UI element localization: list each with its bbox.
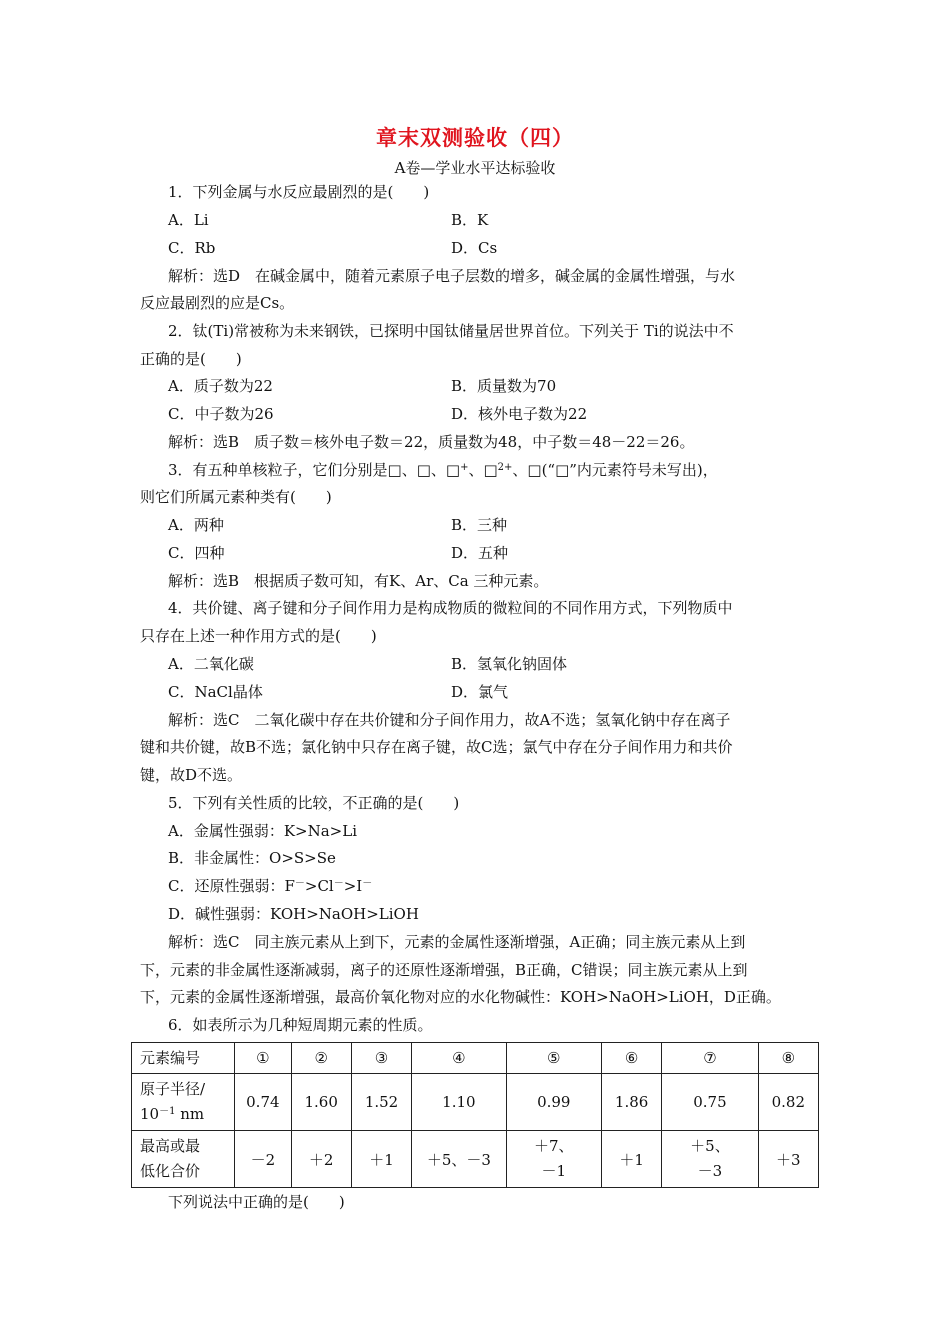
element-cell: ④ — [412, 1043, 506, 1074]
valence-line-2: －3 — [697, 1162, 723, 1180]
element-cell: ⑤ — [506, 1043, 601, 1074]
minus-superscript: － — [333, 878, 344, 889]
q4-option-a: A．二氧化碳 — [168, 655, 254, 673]
question-2-stem-line-2: 正确的是( ) — [140, 350, 242, 368]
valence-cell: ＋2 — [291, 1131, 351, 1188]
q2-option-d: D．核外电子数为22 — [451, 405, 588, 423]
element-cell: ③ — [351, 1043, 411, 1074]
q1-option-a: A．Li — [168, 211, 209, 229]
q5-option-d: D．碱性强弱：KOH>NaOH>LiOH — [168, 905, 419, 923]
question-3-stem-line-1 — [168, 460, 718, 480]
q3-plus-superscript: + — [460, 462, 469, 473]
table-row — [132, 1043, 819, 1074]
q5-analysis-line-1: 解析：选C 同主族元素从上到下，元素的金属性逐渐增强，A正确；同主族元素从上到 — [168, 933, 746, 951]
q3-2plus-superscript: 2+ — [497, 462, 513, 473]
q3-option-c: C．四种 — [168, 544, 225, 562]
question-6-follow-up: 下列说法中正确的是( ) — [168, 1193, 345, 1211]
element-cell: ① — [235, 1043, 291, 1074]
q3-option-b: B．三种 — [451, 516, 508, 534]
q1-option-b: B．K — [451, 211, 489, 229]
radius-unit-nm: nm — [175, 1105, 205, 1123]
q5-option-c-part-3: >I — [343, 877, 363, 895]
radius-cell: 1.10 — [412, 1074, 506, 1131]
q5-option-c-part-1: C．还原性强弱：F — [168, 877, 295, 895]
q2-option-a: A．质子数为22 — [168, 377, 273, 395]
q3-stem-part-c: 、□(“□”内元素符号未写出)， — [512, 461, 718, 479]
q1-analysis-line-2: 反应最剧烈的应是Cs。 — [140, 294, 295, 312]
radius-cell: 0.74 — [235, 1074, 291, 1131]
radius-cell: 0.99 — [506, 1074, 601, 1131]
valence-line-1: ＋7、 — [533, 1137, 574, 1155]
valence-cell: ＋5、－3 — [412, 1131, 506, 1188]
q5-option-a: A．金属性强弱：K>Na>Li — [168, 822, 358, 840]
q5-analysis-line-3: 下，元素的金属性逐渐增强，最高价氧化物对应的水化物碱性：KOH>NaOH>LiOH，D正确。 — [140, 988, 781, 1006]
valence-line-2: －1 — [541, 1162, 567, 1180]
q1-analysis-line-1: 解析：选D 在碱金属中，随着元素原子电子层数的增多，碱金属的金属性增强，与水 — [168, 267, 736, 285]
radius-label-line-1: 原子半径/ — [140, 1080, 206, 1098]
radius-cell: 0.82 — [758, 1074, 818, 1131]
header-valence — [132, 1131, 235, 1188]
q3-analysis: 解析：选B 根据质子数可知，有K、Ar、Ca 三种元素。 — [168, 572, 549, 590]
radius-cell: 0.75 — [662, 1074, 758, 1131]
valence-cell: ＋1 — [351, 1131, 411, 1188]
valence-label-line-1: 最高或最 — [140, 1137, 201, 1155]
element-cell: ⑥ — [601, 1043, 661, 1074]
q4-analysis-line-3: 键，故D不选。 — [140, 766, 243, 784]
minus-superscript: － — [362, 878, 373, 889]
minus-superscript: － — [294, 878, 305, 889]
question-2-stem-line-1: 2．钛(Ti)常被称为未来钢铁，已探明中国钛储量居世界首位。下列关于 Ti的说法中不 — [168, 322, 734, 340]
valence-cell — [506, 1131, 601, 1188]
q4-option-d: D．氯气 — [451, 683, 509, 701]
question-3-stem-line-2: 则它们所属元素种类有( ) — [140, 488, 332, 506]
q1-option-d: D．Cs — [451, 239, 498, 257]
radius-cell: 1.60 — [291, 1074, 351, 1131]
q4-analysis-line-2: 键和共价键，故B不选；氯化钠中只存在离子键，故C选；氯气中存在分子间作用力和共价 — [140, 738, 733, 756]
valence-cell: －2 — [235, 1131, 291, 1188]
q3-option-d: D．五种 — [451, 544, 509, 562]
question-6-stem: 6．如表所示为几种短周期元素的性质。 — [168, 1016, 433, 1034]
radius-cell: 1.52 — [351, 1074, 411, 1131]
q5-option-c — [168, 876, 372, 896]
q3-stem-part-b: 、□ — [468, 461, 498, 479]
header-atomic-radius — [132, 1074, 235, 1131]
header-element-number: 元素编号 — [132, 1043, 235, 1074]
valence-cell — [662, 1131, 758, 1188]
element-cell: ⑦ — [662, 1043, 758, 1074]
q3-option-a: A．两种 — [168, 516, 224, 534]
valence-cell: ＋1 — [601, 1131, 661, 1188]
element-properties-table — [131, 1042, 819, 1188]
table-row — [132, 1131, 819, 1188]
q4-option-c: C．NaCl晶体 — [168, 683, 263, 701]
page-title: 章末双测验收（四） — [376, 125, 574, 150]
q5-analysis-line-2: 下，元素的非金属性逐渐减弱，离子的还原性逐渐增强，B正确，C错误；同主族元素从上到 — [140, 961, 748, 979]
q3-stem-part-a: 3．有五种单核粒子，它们分别是□、□、□ — [168, 461, 461, 479]
q1-option-c: C．Rb — [168, 239, 216, 257]
element-cell: ② — [291, 1043, 351, 1074]
q2-option-b: B．质量数为70 — [451, 377, 557, 395]
question-5-stem: 5．下列有关性质的比较，不正确的是( ) — [168, 794, 460, 812]
question-4-stem-line-2: 只存在上述一种作用方式的是( ) — [140, 627, 377, 645]
radius-unit-base: 10 — [140, 1105, 160, 1123]
question-4-stem-line-1: 4．共价键、离子键和分子间作用力是构成物质的微粒间的不同作用方式，下列物质中 — [168, 599, 733, 617]
radius-unit-exponent: －1 — [159, 1106, 176, 1117]
q5-option-c-part-2: >Cl — [304, 877, 334, 895]
element-cell: ⑧ — [758, 1043, 818, 1074]
section-subtitle: A卷—学业水平达标验收 — [394, 159, 556, 177]
q2-option-c: C．中子数为26 — [168, 405, 274, 423]
valence-line-1: ＋5、 — [690, 1137, 730, 1155]
q4-analysis-line-1: 解析：选C 二氧化碳中存在共价键和分子间作用力，故A不选；氢氧化钠中存在离子 — [168, 711, 731, 729]
radius-cell: 1.86 — [601, 1074, 661, 1131]
table-row — [132, 1074, 819, 1131]
question-1-stem: 1．下列金属与水反应最剧烈的是( ) — [168, 183, 430, 201]
q2-analysis: 解析：选B 质子数＝核外电子数＝22，质量数为48，中子数＝48－22＝26。 — [168, 433, 695, 451]
valence-cell: ＋3 — [758, 1131, 818, 1188]
valence-label-line-2: 低化合价 — [140, 1162, 201, 1180]
q4-option-b: B．氢氧化钠固体 — [451, 655, 568, 673]
q5-option-b: B．非金属性：O>S>Se — [168, 849, 336, 867]
